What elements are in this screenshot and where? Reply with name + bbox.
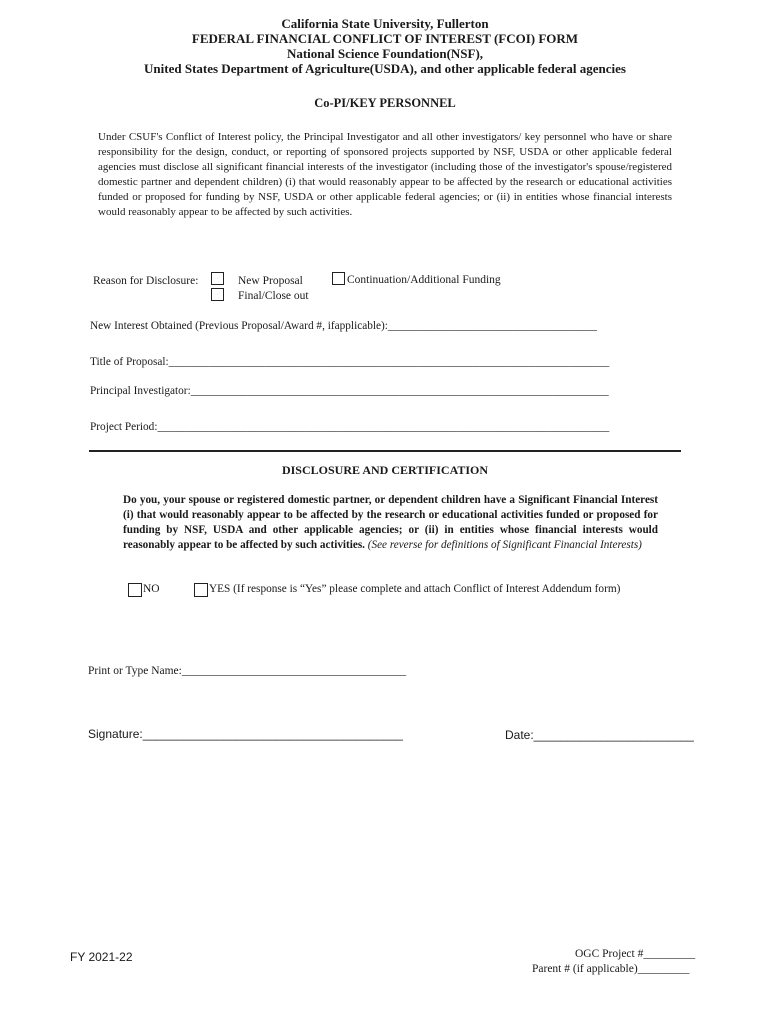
agency-nsf: National Science Foundation(NSF), xyxy=(286,46,484,61)
continuation-label: Continuation/Additional Funding xyxy=(347,274,501,286)
continuation-checkbox[interactable] xyxy=(332,272,345,285)
no-checkbox[interactable] xyxy=(128,583,142,597)
form-title: FEDERAL FINANCIAL CONFLICT OF INTEREST (FCOI) FORM xyxy=(191,31,579,46)
disclosure-heading: DISCLOSURE AND CERTIFICATION xyxy=(281,463,489,477)
intro-paragraph: Under CSUF's Conflict of Interest policy, the Principal Investigator and all other investigators/ key personnel who have or share responsibility for the design, conduct, or reporting of sponsored projects supported by NSF, USDA or other applicable federal agencies must disclose all significant financial interests of the investigator (including those of the investigator's spouse/registered domestic partner and dependent children) (i) that would reasonably appear to be affected by the research or educational activities funded or proposed for funding by NSF, USDA or other applicable federal agencies; or (ii) in entities whose financial interests would reasonably appear to be affected by such activities. xyxy=(98,131,672,218)
no-label: NO xyxy=(143,583,160,595)
final-closeout-checkbox[interactable] xyxy=(211,288,224,301)
agency-usda: United States Department of Agriculture(USDA), and other applicable federal agencies xyxy=(144,61,626,76)
disclosure-question xyxy=(123,493,658,553)
project-period-field[interactable]: Project Period:________________________________________________________________________________ xyxy=(90,421,610,433)
principal-investigator-field[interactable]: Principal Investigator:__________________________________________________________________________ xyxy=(90,385,609,397)
section-divider xyxy=(89,450,681,452)
disclosure-note: (See reverse for definitions of Significant Financial Interests) xyxy=(367,539,642,551)
institution-name: California State University, Fullerton xyxy=(281,16,489,31)
yes-label: YES (If response is “Yes” please complete and attach Conflict of Interest Addendum form) xyxy=(209,583,621,595)
reason-label: Reason for Disclosure: xyxy=(93,275,199,287)
proposal-title-field[interactable]: Title of Proposal:______________________________________________________________________________ xyxy=(90,356,610,368)
fiscal-year: FY 2021-22 xyxy=(70,950,133,964)
disclosure-question-text: Do you, your spouse or registered domestic partner, or dependent children have a Significant Financial Interest (i) that would reasonably appear to be affected by the research or educational activities funded or proposed for funding by NSF, USDA and other applicable agencies; or (ii) in entities whose financial interests would reasonably appear to be affected by such activities. xyxy=(123,494,658,551)
final-closeout-label: Final/Close out xyxy=(238,290,309,302)
parent-number-field[interactable]: Parent # (if applicable)_________ xyxy=(532,963,690,975)
signature-field[interactable]: Signature:_______________________________________ xyxy=(88,727,403,741)
new-proposal-checkbox[interactable] xyxy=(211,272,224,285)
new-proposal-label: New Proposal xyxy=(238,275,303,287)
date-field[interactable]: Date:________________________ xyxy=(505,728,694,742)
new-interest-field[interactable]: New Interest Obtained (Previous Proposal/Award #, ifapplicable):_____________________________________ xyxy=(90,320,597,332)
ogc-project-field[interactable]: OGC Project #_________ xyxy=(575,948,696,960)
print-name-field[interactable]: Print or Type Name:_______________________________________ xyxy=(88,665,407,677)
form-subtitle: Co-PI/KEY PERSONNEL xyxy=(314,96,456,110)
yes-checkbox[interactable] xyxy=(194,583,208,597)
